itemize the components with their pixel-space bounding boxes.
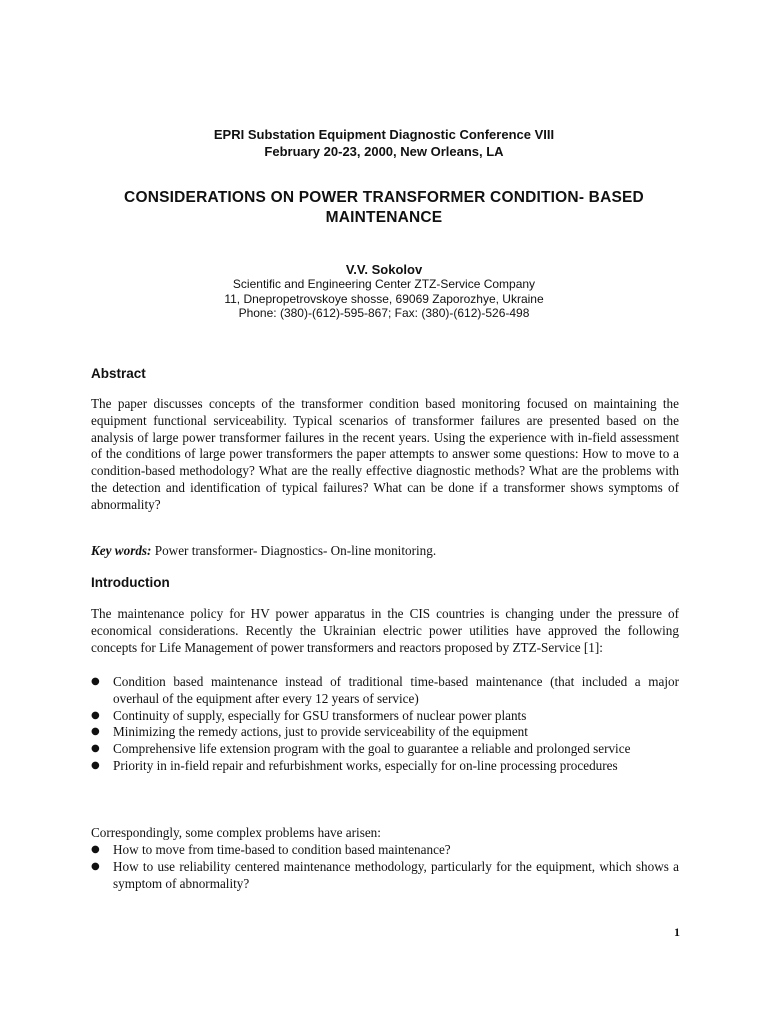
list-item: ● Condition based maintenance instead of traditional time-based maintenance (that included a major overhaul of the equipment after every 12 years of service): [91, 674, 679, 706]
affiliation-phone-fax: Phone: (380)-(612)-595-867; Fax: (380)-(612)-526-498: [238, 306, 530, 320]
list-item: ● Comprehensive life extension program with the goal to guarantee a reliable and prolonged service: [91, 741, 631, 757]
keywords-line: [91, 543, 679, 560]
keywords-text: Power transformer- Diagnostics- On-line monitoring.: [151, 543, 437, 558]
bullet-dot-icon: ●: [91, 676, 100, 687]
bullet-dot-icon: ●: [91, 726, 100, 738]
problems-intro: Correspondingly, some complex problems have arisen:: [91, 825, 381, 840]
bullet-dot-icon: ●: [91, 709, 100, 721]
list-item: ● Priority in in-field repair and refurbishment works, especially for on-line processing procedures: [91, 757, 618, 773]
affiliation-address: 11, Dnepropetrovskoye shosse, 69069 Zaporozhye, Ukraine: [224, 291, 544, 306]
bullet-dot-icon: ●: [91, 759, 100, 771]
list-item: ● How to use reliability centered maintenance methodology, particularly for the equipment, which shows a symptom of abnormality?: [91, 858, 679, 891]
author-name: V.V. Sokolov: [345, 262, 423, 277]
conference-date-location: February 20-23, 2000, New Orleans, LA: [264, 144, 504, 159]
affiliation-company: Scientific and Engineering Center ZTZ-Service Company: [232, 277, 536, 291]
paper-title: CONSIDERATIONS ON POWER TRANSFORMER CONDITION- BASED MAINTENANCE: [124, 189, 644, 226]
problems-list: [91, 842, 679, 892]
conference-name: EPRI Substation Equipment Diagnostic Conference VIII: [213, 127, 555, 142]
page-number: 1: [674, 925, 680, 939]
bullet-dot-icon: ●: [91, 844, 100, 855]
concepts-list: [91, 674, 679, 775]
list-item: ● How to move from time-based to condition based maintenance?: [91, 842, 451, 857]
list-item: ● Minimizing the remedy actions, just to provide serviceability of the equipment: [91, 724, 528, 740]
bullet-dot-icon: ●: [91, 860, 100, 872]
introduction-paragraph: The maintenance policy for HV power apparatus in the CIS countries is changing under the pressure of economical considerations. Recently the Ukrainian electric power utilities have approved the following concepts for Life Management of power transformers and reactors proposed by ZTZ-Service [1]:: [91, 606, 679, 655]
abstract-heading: Abstract: [91, 366, 146, 381]
bullet-dot-icon: ●: [91, 743, 100, 755]
author-affiliation: [0, 277, 768, 321]
keywords-label: Key words:: [91, 543, 152, 558]
list-item: ● Continuity of supply, especially for GSU transformers of nuclear power plants: [91, 707, 527, 723]
conference-header: [0, 126, 768, 160]
abstract-body: The paper discusses concepts of the transformer condition based monitoring focused on maintaining the equipment functional serviceability. Typical scenarios of transformer failures are presented based on the analysis of large power transformer failures in the recent years. Using the experience with in-field assessment of the conditions of large power transformers the paper attempts to answer some questions: How to move to a condition-based methodology? What are the really effective diagnostic methods? What are the problems with the detection and identification of typical failures? What can be done if a transformer shows symptoms of abnormality?: [91, 396, 679, 512]
introduction-heading: Introduction: [91, 575, 170, 590]
